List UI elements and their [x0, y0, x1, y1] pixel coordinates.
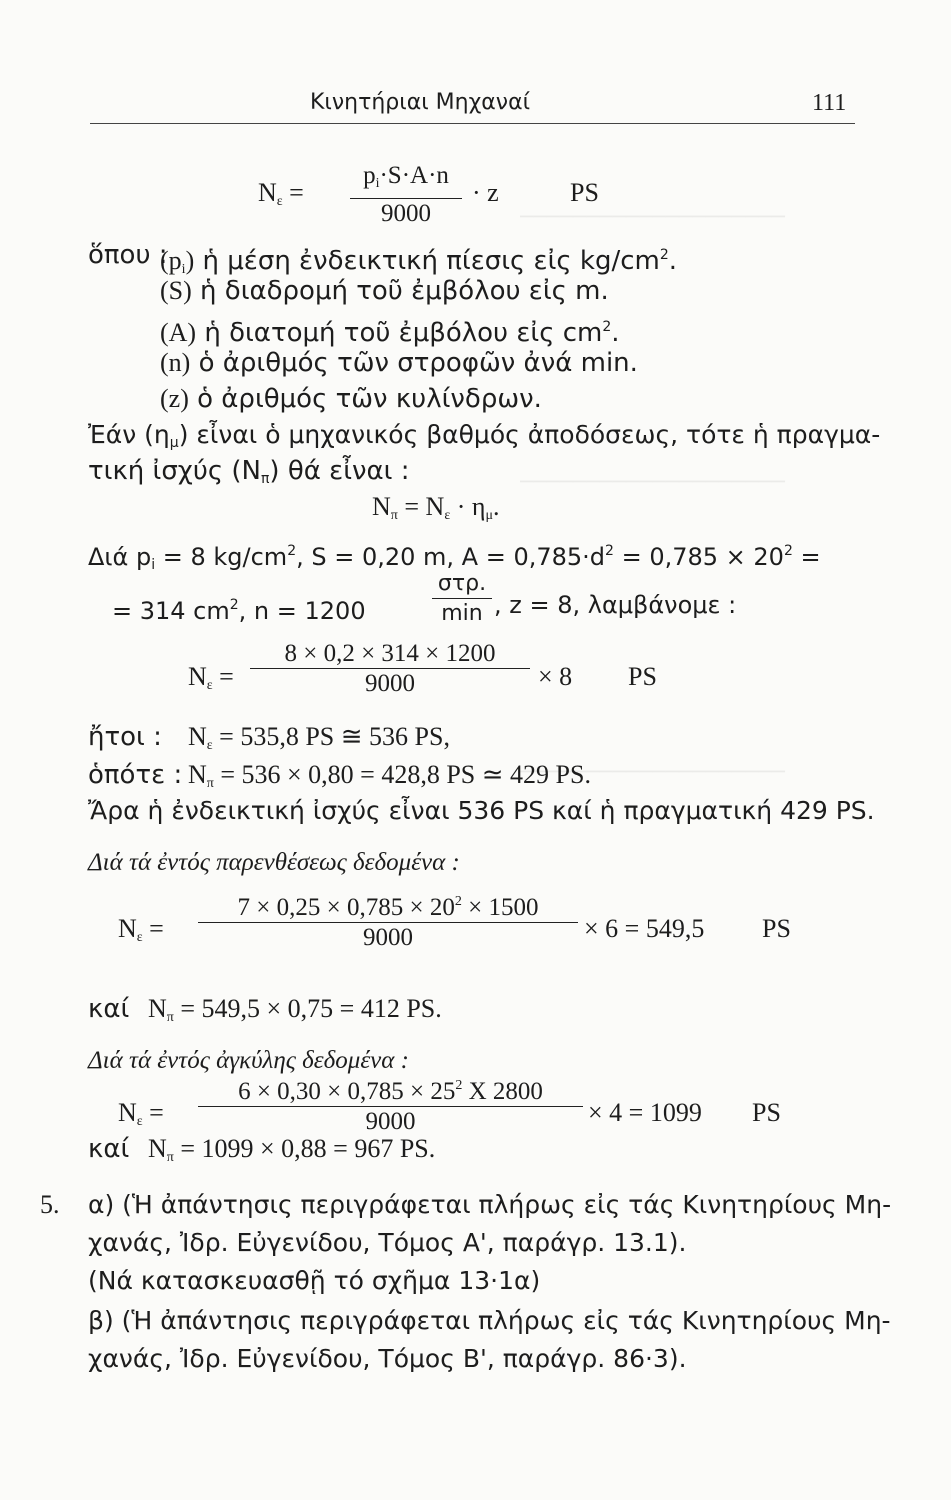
- bracket-fraction: $6 \times 0,30 \times 0,785 \times 25^2$ X 2800 9000: [198, 1072, 583, 1137]
- paren-lhs: $N_\varepsilon$ =: [118, 914, 164, 945]
- opote-result: $N_\pi = 536 \times 0,80 = 428,8$ PS ≃ 429 PS.: [188, 760, 591, 791]
- formula1-tail: · z: [472, 178, 499, 207]
- calc1-fraction: 8 × 0,2 × 314 × 1200 9000: [250, 640, 530, 699]
- hitoi-result: $N_\varepsilon = 535,8$ PS ≅ 536 PS,: [188, 722, 450, 753]
- section-heading: Διά τά ἐντός ἀγκύλης δεδομένα :: [88, 1047, 409, 1074]
- running-header: Κινητήριαι Μηχαναί: [310, 90, 531, 115]
- paren-tail: × 6 = 549,5: [584, 914, 705, 943]
- item5-text-line: β) (Ἡ ἀπάντησις περιγράφεται πλήρως εἰς τάς Κινητηρίους Μη-: [88, 1306, 891, 1335]
- given-line: , z = 8, λαμβάνομε :: [494, 591, 737, 619]
- bracket-lhs: $N_\varepsilon$ =: [118, 1098, 164, 1129]
- section-heading: Διά τά ἐντός παρενθέσεως δεδομένα :: [88, 849, 460, 876]
- where-item: (S) ἡ διαδρομή τοῦ ἐμβόλου εἰς m.: [160, 276, 609, 306]
- conclusion-line: Ἄρα ἡ ἐνδεικτική ἰσχύς εἶναι 536 PS καί ἡ πραγματική 429 PS.: [88, 796, 875, 825]
- paren-kai-result: $N_\pi = 549,5 \times 0,75 = 412$ PS.: [148, 994, 442, 1025]
- calc1-tail: × 8: [538, 662, 573, 691]
- item5-text-line: α) (Ἡ ἀπάντησις περιγράφεται πλήρως εἰς τάς Κινητηρίους Μη-: [88, 1190, 892, 1219]
- bracket-tail: × 4 = 1099: [588, 1098, 702, 1127]
- calc1-lhs: $N_\varepsilon$ =: [188, 662, 234, 693]
- paren-unit: PS: [762, 914, 791, 943]
- item5-text-line: χανάς, Ἰδρ. Εὐγενίδου, Τόμος Α', παράγρ. 13.1).: [88, 1228, 687, 1257]
- hitoi-label: ἤτοι :: [88, 722, 162, 752]
- calc1-unit: PS: [628, 662, 657, 691]
- paren-fraction: $7 \times 0,25 \times 0,785 \times 20^2 \times 1500$ 9000: [198, 888, 578, 953]
- given-line: = 314 $cm^2$, n = 1200: [112, 597, 366, 625]
- bracket-unit: PS: [752, 1098, 781, 1127]
- item5-text-line: (Νά κατασκευασθῇ τό σχῆμα 13·1α): [88, 1266, 541, 1295]
- bracket-kai-label: καί: [88, 1134, 130, 1164]
- opote-label: ὁπότε :: [88, 760, 183, 790]
- formula1-lhs: $N_\varepsilon$ =: [258, 178, 304, 209]
- item-number: 5.: [40, 1190, 60, 1219]
- bleed-through-decoration: ────────────────────: [520, 470, 785, 495]
- item5-text-line: χανάς, Ἰδρ. Εὐγενίδου, Τόμος Β', παράγρ. 86·3).: [88, 1344, 687, 1373]
- where-item: (n) ὁ ἀριθμός τῶν στροφῶν ἀνά min.: [160, 348, 638, 378]
- given-line: Διά $p_i = 8$ $kg/cm^2$, S = 0,20 m, $A = 0,785\cdot d^2 = 0,785 \times 20^2$ =: [88, 543, 821, 573]
- where-item: (A) ἡ διατομή τοῦ ἐμβόλου εἰς $cm^2$.: [160, 318, 620, 348]
- formula1-fraction: $p_i\cdot S\cdot A\cdot n$ 9000: [350, 162, 462, 229]
- where-item: (z) ὁ ἀριθμός τῶν κυλίνδρων.: [160, 384, 542, 414]
- bracket-kai-result: $N_\pi = 1099 \times 0,88 = 967$ PS.: [148, 1134, 436, 1165]
- where-label: ὅπου :: [88, 240, 168, 270]
- formula1-unit: PS: [570, 178, 599, 207]
- efficiency-line: Ἐάν $(\eta_\mu)$ εἶναι ὁ μηχανικός βαθμός ἀποδόσεως, τότε ἡ πραγμα-: [88, 420, 881, 451]
- header-rule: [90, 123, 855, 124]
- where-item: $(p_i)$ ἡ μέση ἐνδεικτική πίεσις εἰς $kg/cm^2$.: [160, 246, 678, 277]
- page-number: 111: [812, 90, 847, 116]
- bleed-through-decoration: ────────────────────: [520, 760, 785, 785]
- paren-kai-label: καί: [88, 994, 130, 1024]
- bleed-through-decoration: ────────────────────: [520, 205, 785, 230]
- efficiency-line: τική ἰσχύς $(N_\pi)$ θά εἶναι :: [88, 456, 410, 487]
- efficiency-formula: $N_\pi = N_\varepsilon \cdot \eta_\mu$.: [372, 492, 500, 523]
- unit-fraction: στρ. min: [432, 570, 492, 629]
